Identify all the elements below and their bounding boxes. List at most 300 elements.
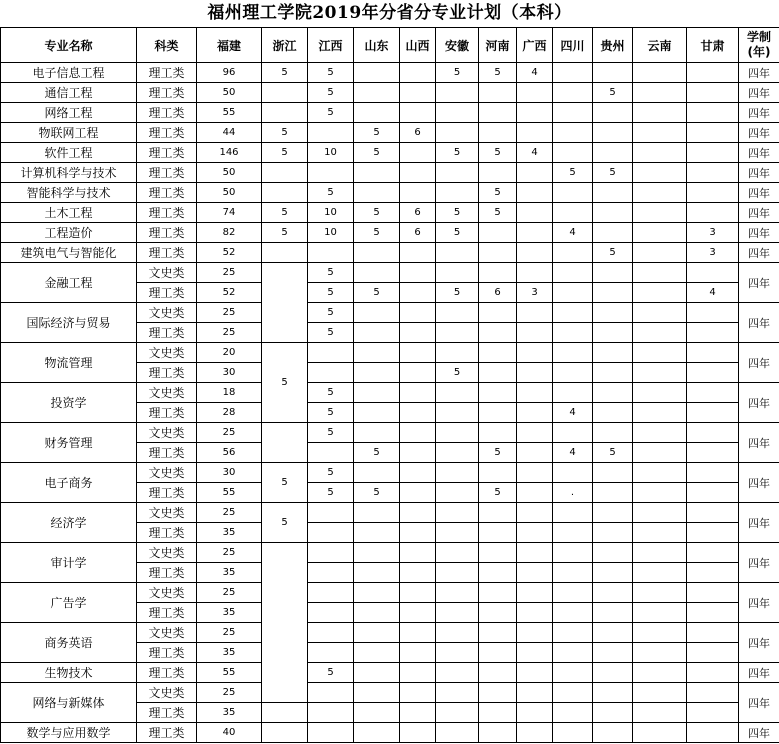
quota-cell-jiangxi: 10 <box>308 203 354 223</box>
quota-cell-shanxi <box>400 503 436 523</box>
major-name-cell: 生物技术 <box>1 663 137 683</box>
quota-cell-henan <box>479 343 517 363</box>
quota-cell-yunnan <box>633 403 687 423</box>
category-cell: 理工类 <box>137 203 197 223</box>
duration-cell: 四年 <box>739 423 779 463</box>
quota-cell-henan: 5 <box>479 63 517 83</box>
quota-cell-guizhou <box>593 583 633 603</box>
quota-cell-anhui <box>436 83 479 103</box>
quota-cell-yunnan <box>633 263 687 283</box>
quota-cell-shanxi <box>400 363 436 383</box>
quota-cell-yunnan <box>633 63 687 83</box>
quota-cell-henan <box>479 363 517 383</box>
category-cell: 文史类 <box>137 683 197 703</box>
quota-cell-shanxi <box>400 423 436 443</box>
duration-cell: 四年 <box>739 503 779 543</box>
quota-cell-guangxi <box>517 643 553 663</box>
quota-cell-guangxi <box>517 183 553 203</box>
quota-cell-yunnan <box>633 563 687 583</box>
duration-cell: 四年 <box>739 223 779 243</box>
quota-cell-guizhou <box>593 303 633 323</box>
quota-cell-sichuan <box>553 543 593 563</box>
category-cell: 理工类 <box>137 643 197 663</box>
quota-cell-gansu <box>687 503 739 523</box>
quota-cell-fujian: 25 <box>197 423 262 443</box>
major-name-cell: 国际经济与贸易 <box>1 303 137 343</box>
quota-cell-gansu <box>687 663 739 683</box>
quota-cell-gansu: 4 <box>687 283 739 303</box>
major-name-cell: 广告学 <box>1 583 137 623</box>
duration-cell: 四年 <box>739 463 779 503</box>
quota-cell-sichuan <box>553 123 593 143</box>
category-cell: 文史类 <box>137 423 197 443</box>
quota-cell-guangxi <box>517 263 553 283</box>
table-row <box>1 163 779 183</box>
quota-cell-fujian: 146 <box>197 143 262 163</box>
quota-cell-jiangxi <box>308 503 354 523</box>
column-header: 广西 <box>517 28 553 63</box>
quota-cell-fujian: 74 <box>197 203 262 223</box>
quota-cell-jiangxi <box>308 603 354 623</box>
category-cell: 理工类 <box>137 123 197 143</box>
quota-cell-fujian: 25 <box>197 623 262 643</box>
major-name-cell: 工程造价 <box>1 223 137 243</box>
quota-cell-henan <box>479 503 517 523</box>
quota-cell-guizhou <box>593 203 633 223</box>
quota-cell-shandong: 5 <box>354 283 400 303</box>
quota-cell-fujian: 82 <box>197 223 262 243</box>
quota-cell-fujian: 20 <box>197 343 262 363</box>
quota-cell-gansu <box>687 623 739 643</box>
quota-cell-fujian: 25 <box>197 263 262 283</box>
quota-cell-shanxi <box>400 663 436 683</box>
quota-cell-shanxi <box>400 483 436 503</box>
quota-cell-guizhou <box>593 323 633 343</box>
category-cell: 理工类 <box>137 523 197 543</box>
quota-cell-yunnan <box>633 103 687 123</box>
quota-cell-shanxi: 6 <box>400 203 436 223</box>
duration-cell: 四年 <box>739 303 779 343</box>
quota-cell-shandong <box>354 63 400 83</box>
quota-cell-jiangxi: 5 <box>308 283 354 303</box>
table-row <box>1 303 779 323</box>
quota-cell-fujian: 96 <box>197 63 262 83</box>
quota-cell-shandong <box>354 543 400 563</box>
quota-cell-yunnan <box>633 663 687 683</box>
quota-cell-fujian: 55 <box>197 103 262 123</box>
column-header: 专业名称 <box>1 28 137 63</box>
quota-cell-anhui <box>436 263 479 283</box>
quota-cell-gansu <box>687 143 739 163</box>
quota-cell-fujian: 35 <box>197 563 262 583</box>
quota-cell-shandong <box>354 683 400 703</box>
duration-cell: 四年 <box>739 103 779 123</box>
quota-cell-anhui <box>436 383 479 403</box>
quota-cell-henan <box>479 83 517 103</box>
quota-cell-guangxi <box>517 163 553 183</box>
quota-cell-guizhou <box>593 523 633 543</box>
quota-cell-gansu <box>687 603 739 623</box>
quota-cell-anhui <box>436 703 479 723</box>
quota-cell-yunnan <box>633 443 687 463</box>
quota-cell-gansu <box>687 363 739 383</box>
quota-cell-gansu <box>687 523 739 543</box>
quota-cell-jiangxi: 5 <box>308 63 354 83</box>
quota-cell-guizhou <box>593 143 633 163</box>
quota-cell-guizhou <box>593 683 633 703</box>
table-row <box>1 263 779 283</box>
quota-cell-anhui <box>436 103 479 123</box>
quota-cell-gansu <box>687 263 739 283</box>
quota-cell-yunnan <box>633 583 687 603</box>
quota-cell-jiangxi: 5 <box>308 103 354 123</box>
quota-cell-guizhou: 5 <box>593 163 633 183</box>
quota-cell-henan <box>479 583 517 603</box>
category-cell: 理工类 <box>137 363 197 383</box>
quota-cell-gansu: 3 <box>687 223 739 243</box>
quota-cell-shanxi <box>400 703 436 723</box>
quota-cell-yunnan <box>633 623 687 643</box>
quota-cell-shandong: 5 <box>354 143 400 163</box>
quota-cell-anhui <box>436 523 479 543</box>
quota-cell-henan <box>479 263 517 283</box>
table-row <box>1 623 779 643</box>
quota-cell-anhui <box>436 483 479 503</box>
quota-cell-shandong <box>354 523 400 543</box>
category-cell: 理工类 <box>137 83 197 103</box>
major-name-cell: 电子商务 <box>1 463 137 503</box>
category-cell: 文史类 <box>137 543 197 563</box>
quota-cell-shandong: 5 <box>354 483 400 503</box>
category-cell: 理工类 <box>137 243 197 263</box>
quota-cell-guizhou <box>593 343 633 363</box>
quota-cell-jiangxi: 5 <box>308 303 354 323</box>
category-cell: 理工类 <box>137 143 197 163</box>
quota-cell-gansu <box>687 683 739 703</box>
quota-cell-yunnan <box>633 343 687 363</box>
quota-cell-henan <box>479 103 517 123</box>
quota-cell-guangxi <box>517 343 553 363</box>
quota-cell-shanxi <box>400 443 436 463</box>
quota-cell-guizhou <box>593 663 633 683</box>
quota-cell-jiangxi: 5 <box>308 383 354 403</box>
quota-cell-fujian: 30 <box>197 463 262 483</box>
quota-cell-fujian: 55 <box>197 663 262 683</box>
quota-cell-gansu <box>687 123 739 143</box>
quota-cell-gansu <box>687 343 739 363</box>
quota-cell-sichuan <box>553 83 593 103</box>
quota-cell-guangxi <box>517 703 553 723</box>
quota-cell-anhui: 5 <box>436 143 479 163</box>
quota-cell-shandong <box>354 183 400 203</box>
quota-cell-guizhou <box>593 563 633 583</box>
quota-cell-guangxi <box>517 543 553 563</box>
quota-cell-guangxi <box>517 523 553 543</box>
major-name-cell: 计算机科学与技术 <box>1 163 137 183</box>
quota-cell-gansu <box>687 103 739 123</box>
quota-cell-shandong <box>354 663 400 683</box>
quota-cell-guangxi <box>517 83 553 103</box>
quota-cell-zhejiang: 5 <box>262 343 308 423</box>
quota-cell-fujian: 28 <box>197 403 262 423</box>
quota-cell-shanxi: 6 <box>400 123 436 143</box>
quota-cell-guizhou: 5 <box>593 443 633 463</box>
quota-cell-anhui <box>436 503 479 523</box>
quota-cell-zhejiang: 5 <box>262 503 308 543</box>
quota-cell-guizhou <box>593 63 633 83</box>
quota-cell-jiangxi <box>308 123 354 143</box>
table-row <box>1 103 779 123</box>
quota-cell-anhui <box>436 583 479 603</box>
category-cell: 理工类 <box>137 603 197 623</box>
quota-cell-shandong <box>354 503 400 523</box>
table-row <box>1 63 779 83</box>
quota-cell-shanxi <box>400 83 436 103</box>
quota-cell-guizhou <box>593 263 633 283</box>
quota-cell-guizhou <box>593 223 633 243</box>
quota-cell-guangxi <box>517 383 553 403</box>
quota-cell-guangxi <box>517 723 553 743</box>
quota-cell-shanxi <box>400 523 436 543</box>
quota-cell-fujian: 50 <box>197 83 262 103</box>
quota-cell-henan <box>479 463 517 483</box>
quota-cell-zhejiang <box>262 83 308 103</box>
table-row <box>1 343 779 363</box>
quota-cell-zhejiang <box>262 263 308 343</box>
quota-cell-zhejiang <box>262 543 308 703</box>
major-name-cell: 物联网工程 <box>1 123 137 143</box>
duration-cell: 四年 <box>739 343 779 383</box>
column-header: 河南 <box>479 28 517 63</box>
quota-cell-guizhou <box>593 603 633 623</box>
quota-cell-fujian: 30 <box>197 363 262 383</box>
quota-cell-jiangxi <box>308 703 354 723</box>
major-name-cell: 建筑电气与智能化 <box>1 243 137 263</box>
quota-cell-sichuan <box>553 423 593 443</box>
quota-cell-jiangxi: 5 <box>308 483 354 503</box>
quota-cell-guangxi: 4 <box>517 63 553 83</box>
quota-cell-yunnan <box>633 363 687 383</box>
quota-cell-guangxi <box>517 123 553 143</box>
quota-cell-gansu <box>687 543 739 563</box>
table-row <box>1 723 779 743</box>
quota-cell-henan <box>479 123 517 143</box>
quota-cell-yunnan <box>633 643 687 663</box>
quota-cell-sichuan <box>553 183 593 203</box>
quota-cell-fujian: 44 <box>197 123 262 143</box>
quota-cell-sichuan <box>553 623 593 643</box>
quota-cell-jiangxi: 5 <box>308 663 354 683</box>
quota-cell-henan <box>479 243 517 263</box>
quota-cell-fujian: 35 <box>197 523 262 543</box>
quota-cell-shanxi <box>400 343 436 363</box>
column-header: 贵州 <box>593 28 633 63</box>
quota-cell-zhejiang: 5 <box>262 143 308 163</box>
major-name-cell: 审计学 <box>1 543 137 583</box>
quota-cell-sichuan <box>553 103 593 123</box>
quota-cell-sichuan <box>553 503 593 523</box>
quota-cell-guizhou <box>593 503 633 523</box>
quota-cell-jiangxi: 5 <box>308 463 354 483</box>
quota-cell-henan: 5 <box>479 483 517 503</box>
quota-cell-fujian: 25 <box>197 583 262 603</box>
column-header: 福建 <box>197 28 262 63</box>
category-cell: 文史类 <box>137 623 197 643</box>
quota-cell-shanxi <box>400 163 436 183</box>
quota-cell-anhui <box>436 403 479 423</box>
quota-cell-jiangxi: 5 <box>308 423 354 443</box>
quota-cell-anhui <box>436 343 479 363</box>
quota-cell-guangxi <box>517 503 553 523</box>
quota-cell-guizhou <box>593 623 633 643</box>
category-cell: 理工类 <box>137 163 197 183</box>
table-row <box>1 543 779 563</box>
category-cell: 理工类 <box>137 63 197 83</box>
category-cell: 文史类 <box>137 263 197 283</box>
quota-cell-guizhou <box>593 363 633 383</box>
quota-cell-gansu <box>687 203 739 223</box>
quota-cell-sichuan <box>553 663 593 683</box>
column-header: 四川 <box>553 28 593 63</box>
quota-cell-yunnan <box>633 163 687 183</box>
quota-cell-henan <box>479 163 517 183</box>
quota-cell-yunnan <box>633 323 687 343</box>
quota-cell-jiangxi: 10 <box>308 223 354 243</box>
column-header: 安徽 <box>436 28 479 63</box>
quota-cell-henan <box>479 623 517 643</box>
column-header: 山西 <box>400 28 436 63</box>
quota-cell-shanxi <box>400 323 436 343</box>
quota-cell-guangxi <box>517 443 553 463</box>
quota-cell-fujian: 50 <box>197 183 262 203</box>
quota-cell-anhui <box>436 123 479 143</box>
quota-cell-shanxi <box>400 623 436 643</box>
quota-cell-shanxi <box>400 683 436 703</box>
quota-cell-yunnan <box>633 283 687 303</box>
quota-cell-henan <box>479 563 517 583</box>
quota-cell-sichuan <box>553 243 593 263</box>
quota-cell-zhejiang: 5 <box>262 223 308 243</box>
quota-cell-yunnan <box>633 83 687 103</box>
quota-cell-sichuan: . <box>553 483 593 503</box>
quota-cell-guizhou <box>593 463 633 483</box>
quota-cell-yunnan <box>633 723 687 743</box>
quota-cell-zhejiang <box>262 103 308 123</box>
quota-cell-shandong <box>354 263 400 283</box>
quota-cell-shandong <box>354 383 400 403</box>
quota-cell-anhui: 5 <box>436 203 479 223</box>
quota-cell-jiangxi <box>308 643 354 663</box>
quota-cell-fujian: 35 <box>197 703 262 723</box>
quota-cell-shanxi <box>400 183 436 203</box>
quota-cell-jiangxi: 5 <box>308 323 354 343</box>
quota-cell-shandong <box>354 423 400 443</box>
quota-cell-guizhou <box>593 643 633 663</box>
quota-cell-yunnan <box>633 683 687 703</box>
quota-cell-gansu <box>687 583 739 603</box>
column-header: 山东 <box>354 28 400 63</box>
quota-cell-shanxi <box>400 63 436 83</box>
quota-cell-anhui: 5 <box>436 63 479 83</box>
quota-cell-henan <box>479 383 517 403</box>
quota-cell-sichuan <box>553 523 593 543</box>
quota-cell-guangxi <box>517 403 553 423</box>
quota-cell-jiangxi <box>308 343 354 363</box>
quota-cell-shandong <box>354 463 400 483</box>
major-name-cell: 数学与应用数学 <box>1 723 137 743</box>
quota-cell-yunnan <box>633 303 687 323</box>
quota-cell-gansu: 3 <box>687 243 739 263</box>
header-row <box>1 28 779 63</box>
quota-cell-jiangxi <box>308 563 354 583</box>
table-row <box>1 663 779 683</box>
quota-cell-guizhou <box>593 123 633 143</box>
quota-cell-shanxi <box>400 583 436 603</box>
quota-cell-anhui <box>436 623 479 643</box>
duration-cell: 四年 <box>739 623 779 663</box>
quota-cell-guangxi <box>517 103 553 123</box>
quota-cell-fujian: 18 <box>197 383 262 403</box>
duration-cell: 四年 <box>739 723 779 743</box>
quota-cell-zhejiang <box>262 723 308 743</box>
quota-cell-yunnan <box>633 183 687 203</box>
quota-cell-gansu <box>687 463 739 483</box>
quota-cell-guizhou <box>593 103 633 123</box>
quota-cell-shandong <box>354 703 400 723</box>
quota-cell-guizhou <box>593 423 633 443</box>
quota-cell-guizhou <box>593 283 633 303</box>
quota-cell-sichuan: 4 <box>553 403 593 423</box>
quota-cell-shandong: 5 <box>354 223 400 243</box>
quota-cell-henan <box>479 223 517 243</box>
quota-cell-guangxi <box>517 563 553 583</box>
quota-cell-shanxi <box>400 543 436 563</box>
quota-cell-sichuan: 4 <box>553 443 593 463</box>
quota-cell-yunnan <box>633 483 687 503</box>
table-row <box>1 423 779 443</box>
category-cell: 理工类 <box>137 223 197 243</box>
category-cell: 理工类 <box>137 703 197 723</box>
quota-cell-guizhou <box>593 703 633 723</box>
quota-cell-guangxi: 4 <box>517 143 553 163</box>
major-name-cell: 通信工程 <box>1 83 137 103</box>
category-cell: 理工类 <box>137 323 197 343</box>
quota-cell-guizhou <box>593 723 633 743</box>
quota-cell-anhui: 5 <box>436 363 479 383</box>
quota-cell-shandong <box>354 323 400 343</box>
category-cell: 理工类 <box>137 183 197 203</box>
table-row <box>1 223 779 243</box>
duration-cell: 四年 <box>739 543 779 583</box>
quota-cell-yunnan <box>633 703 687 723</box>
quota-cell-jiangxi <box>308 443 354 463</box>
major-name-cell: 网络工程 <box>1 103 137 123</box>
quota-cell-yunnan <box>633 383 687 403</box>
quota-cell-shanxi <box>400 283 436 303</box>
quota-cell-jiangxi <box>308 363 354 383</box>
quota-cell-fujian: 35 <box>197 643 262 663</box>
quota-cell-sichuan <box>553 683 593 703</box>
quota-cell-yunnan <box>633 603 687 623</box>
quota-cell-sichuan <box>553 143 593 163</box>
column-header: 科类 <box>137 28 197 63</box>
quota-cell-fujian: 55 <box>197 483 262 503</box>
quota-cell-guangxi <box>517 583 553 603</box>
table-row <box>1 123 779 143</box>
quota-cell-guangxi <box>517 683 553 703</box>
quota-cell-guangxi <box>517 603 553 623</box>
quota-cell-sichuan <box>553 303 593 323</box>
